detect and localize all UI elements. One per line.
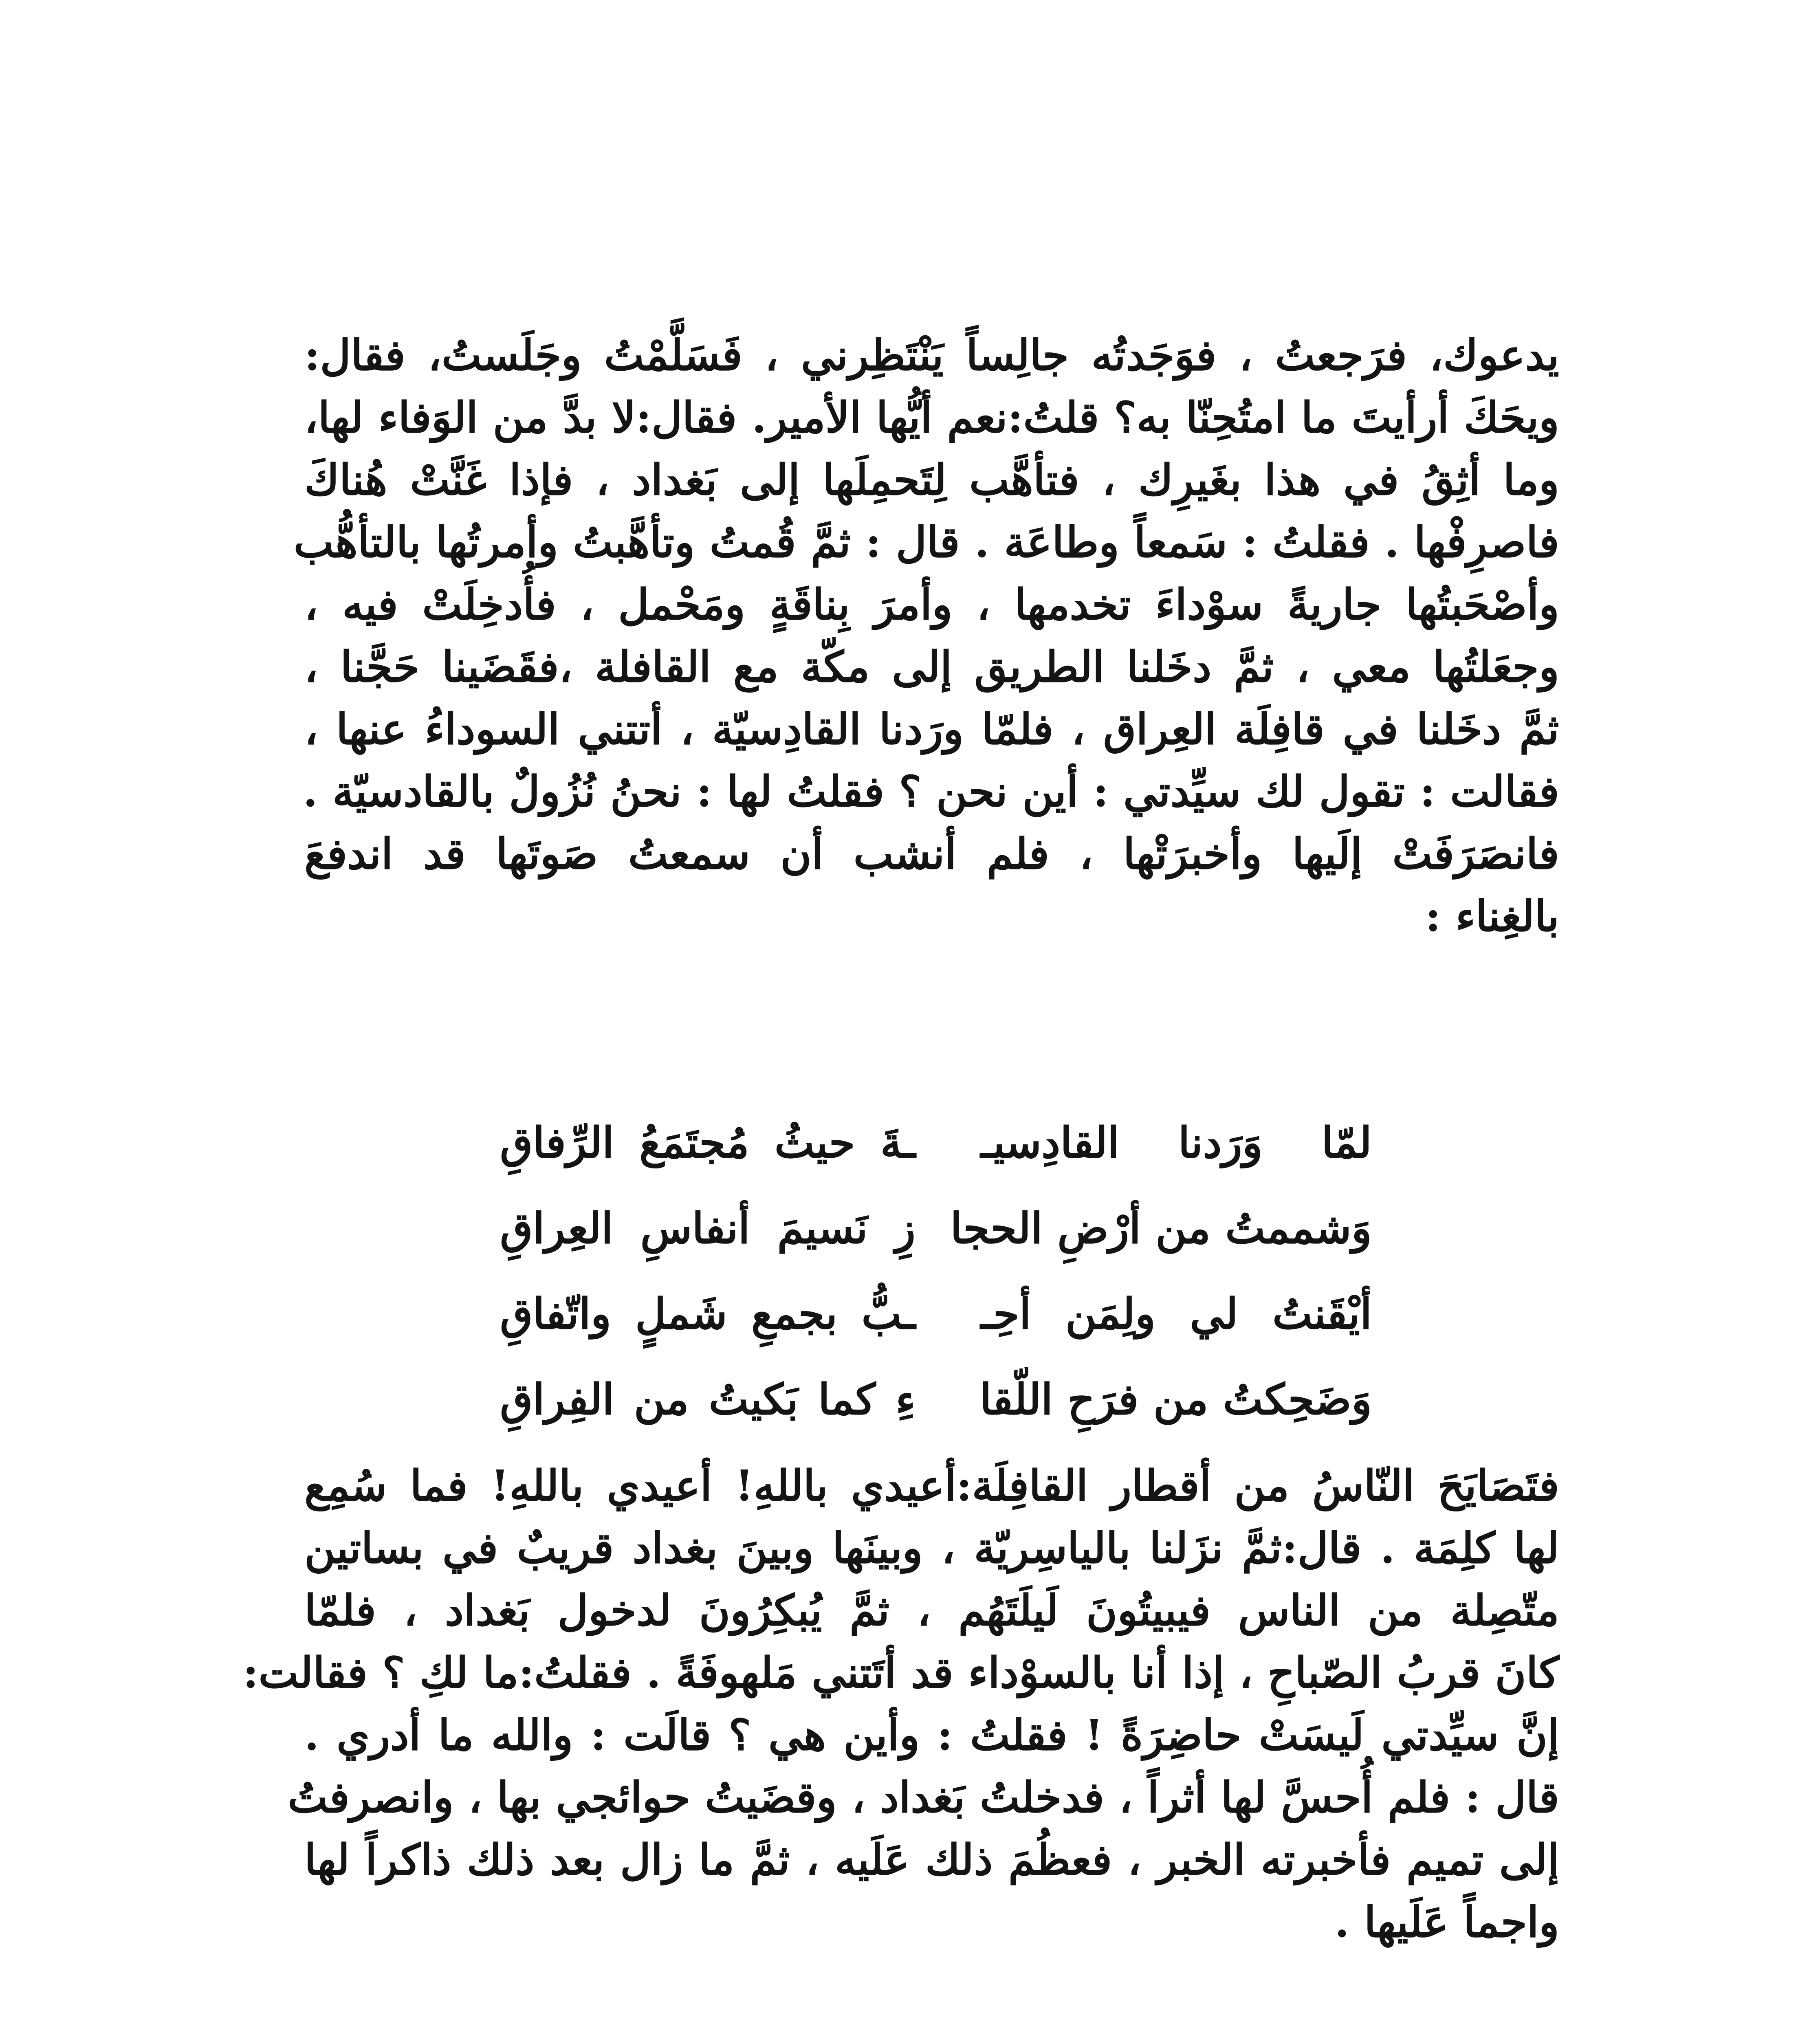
poem-verse: [500, 1357, 1372, 1442]
text-line: يدعوك، فرَجعتُ ، فوَجَدتُه جالِساً يَنْتَظِرني ، فَسَلَّمْتُ وجَلَستُ، فقال:: [304, 330, 1559, 380]
text-line: وأصْحَبتُها جاريةً سوْداءَ تخدمها ، وأمرَ بِناقَةٍ ومَحْمل ، فأُدخِلَتْ فيه ،: [304, 579, 1559, 629]
verse-first-hemistich: لمّا وَرَدنا القادِسيـ: [981, 1117, 1372, 1168]
verse-second-hemistich: ءِ كما بَكيتُ من الفِراقِ: [500, 1374, 916, 1424]
prose-paragraph-top: [293, 324, 1559, 947]
text-line: فانصَرَفَتْ إلَيها وأخبرَتْها ، فلم أنشب أن سمعتُ صَوتَها قد اندفعَ: [304, 829, 1559, 879]
verse-first-hemistich: وَضَحِكتُ من فرَحِ اللّقا: [979, 1374, 1372, 1424]
poem-verse: [500, 1100, 1372, 1186]
text-line: إلى تميم فأخبرته الخبر ، فعظُمَ ذلك عَلَيه ، ثمَّ ما زال بعد ذلك ذاكراً لها: [304, 1835, 1559, 1885]
verse-second-hemistich: ـبُّ بجمعِ شَملٍ واتّفاقِ: [500, 1289, 916, 1339]
text-line: لها كلِمَة . قال:ثمَّ نزَلنا بالياسِريّة ، وبينَها وبينَ بغداد قريبٌ في بساتين: [304, 1523, 1559, 1573]
text-line: متّصِلة من الناس فيبيتُونَ لَيلَتَهُم ، ثمَّ يُبكِرُونَ لدخول بَغداد ، فلمّا: [304, 1585, 1559, 1635]
verse-first-hemistich: أيْقَنتُ لي ولِمَن أحِـ: [981, 1289, 1372, 1339]
text-line: كانَ قربُ الصّباحِ ، إذا أنا بالسوْداء قد أتَتني مَلهوفَةً . فقلتُ:ما لكِ ؟ فقالت:: [242, 1648, 1559, 1698]
text-line: ثمَّ دخَلنا في قافِلَة العِراق ، فلمّا ورَدنا القادِسيّة ، أتتني السوداءُ عنها ،: [304, 704, 1559, 754]
text-line: فقالت : تقول لك سيِّدتي : أين نحن ؟ فقلتُ لها : نحنُ نُزُولٌ بالقادسيّة .: [303, 766, 1559, 816]
text-line: فتَصَايَحَ النّاسُ من أقطار القافِلَة:أعيدي باللهِ! أعيدي باللهِ! فما سُمِع: [304, 1461, 1559, 1511]
text-line: بالغِناء :: [1425, 891, 1559, 941]
prose-paragraph-bottom: [242, 1454, 1559, 1953]
verse-second-hemistich: زِ نَسيمَ أنفاسِ العِراقِ: [500, 1203, 916, 1253]
poem-verses: [500, 1100, 1372, 1442]
text-line: وما أثِقُ في هذا بغَيرِك ، فتأهَّب لِتَحمِلَها إلى بَغداد ، فإذا غَنَّتْ هُناكَ: [304, 455, 1559, 505]
text-line: واجماً عَلَيها .: [1334, 1897, 1559, 1947]
text-line: فاصرِفْها . فقلتُ : سَمعاً وطاعَة . قال : ثمَّ قُمتُ وتأهَّبتُ وأمرتُها بالتأهُّب: [293, 517, 1559, 567]
text-line: وجعَلتُها معي ، ثمَّ دخَلنا الطريق إلى مكّة مع القافلة ،فقَضَينا حَجَّنا ،: [304, 642, 1559, 692]
poem-verse: [500, 1186, 1372, 1271]
poem-verse: [500, 1271, 1372, 1357]
verse-second-hemistich: ـةَ حيثُ مُجتَمَعُ الرِّفاقِ: [500, 1117, 916, 1168]
text-line: قال : فلم أُحسَّ لها أثراً ، فدخلتُ بَغداد ، وقضَيتُ حوائجي بها ، وانصرفتُ: [288, 1772, 1559, 1822]
text-line: ويحَكَ أرأيتَ ما امتُحِنّا به؟ قلتُ:نعم أيُّها الأمير. فقال:لا بدَّ من الوَفاء لها،: [304, 392, 1559, 442]
text-line: إنَّ سيِّدتي لَيسَتْ حاضِرَةً ! فقلتُ : وأين هي ؟ قالَت : والله ما أدري .: [304, 1710, 1559, 1760]
verse-first-hemistich: وَشممتُ من أرْضِ الحجا: [950, 1203, 1372, 1253]
